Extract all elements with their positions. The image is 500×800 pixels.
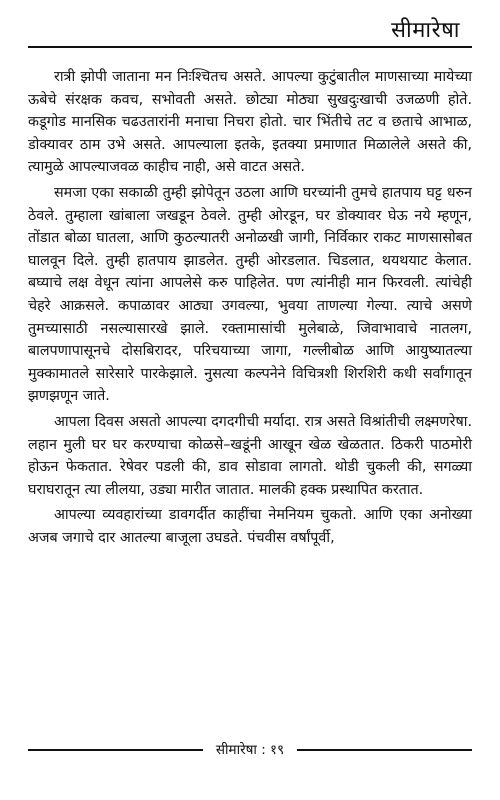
header-rule xyxy=(28,46,472,48)
body-text xyxy=(28,66,472,552)
paragraph-3: आपला दिवस असतो आपल्या दगदगीची मर्यादा. रात्र असते विश्रांतीची लक्ष्मणरेषा. लहान मुली घर घर करण्याचा कोळसे–खडूंनी आखून खेळ खेळतात. ठिकरी पाठमोरी होऊन फेकतात. रेषेवर पडली की, डाव सोडावा लागतो. थोडी चुकली की, सगळ्या घराघरातून त्या लीलया, उड्या मारीत जातात. मालकी हक्क प्रस्थापित करतात. xyxy=(28,413,472,498)
paragraph-1: रात्री झोपी जाताना मन निःश्चितच असते. आपल्या कुटुंबातील माणसाच्या मायेच्या ऊबेचे संरक्षक कवच, सभोवती असते. छोट्या मोठ्या सुखदुःखाची उजळणी होते. कडूगोड मानसिक चढउतारांनी मनाचा निचरा होतो. चार भिंतीचे तट व छताचे आभाळ, डोक्यावर ठाम उभे असते. आपल्याला इतके, इतक्या प्रमाणात मिळालेले असते की, त्यामुळे आपल्याजवळ काहीच नाही, असे वाटत असते. xyxy=(28,69,472,176)
page-footer xyxy=(28,738,472,762)
running-header-title: सीमारेषा xyxy=(391,18,460,43)
footer-rule-right xyxy=(297,749,472,751)
footer-rule-left xyxy=(28,749,203,751)
paragraph-4: आपल्या व्यवहारांच्या डावगर्दीत काहींचा नेमनियम चुकतो. आणि एका अनोख्या अजब जगाचे दार आतल्या बाजूला उघडते. पंचवीस वर्षांपूर्वी, xyxy=(28,507,472,546)
paragraph-2: समजा एका सकाळी तुम्ही झोपेतून उठला आणि घरच्यांनी तुमचे हातपाय घट्ट धरुन ठेवले. तुम्हाला खांबाला जखडून ठेवले. तुम्ही ओरडून, घर डोक्यावर घेऊ नये म्हणून, तोंडात बोळा घातला, आणि कुठल्यातरी अनोळखी जागी, निर्विकार राकट माणसासोबत घालवून दिले. तुम्ही हातपाय झाडलेत. तुम्ही ओरडलात. चिडलात, थयथयाट केलात. बघ्याचे लक्ष वेधून त्यांना आपलेसे करु पाहिलेत. पण त्यांनीही मान फिरवली. त्यांचेही चेहरे आक्रसले. कपाळावर आठ्या उगवल्या, भुवया ताणल्या गेल्या. त्याचे असणे तुमच्यासाठी नसल्यासारखे झाले. रक्तामासांची मुलेबाळे, जिवाभावाचे नातलग, बालपणापासूनचे दोसबिरादर, परिचयाच्या जागा, गल्लीबोळ आणि आयुष्यातल्या मुक्कामातले सारेसारे पारकेझाले. नुसत्या कल्पनेने विचित्रशी शिरशिरी कधी सर्वांगातून झणझणून जाते. xyxy=(28,184,472,405)
page-number: सीमारेषा : १९ xyxy=(215,742,285,758)
